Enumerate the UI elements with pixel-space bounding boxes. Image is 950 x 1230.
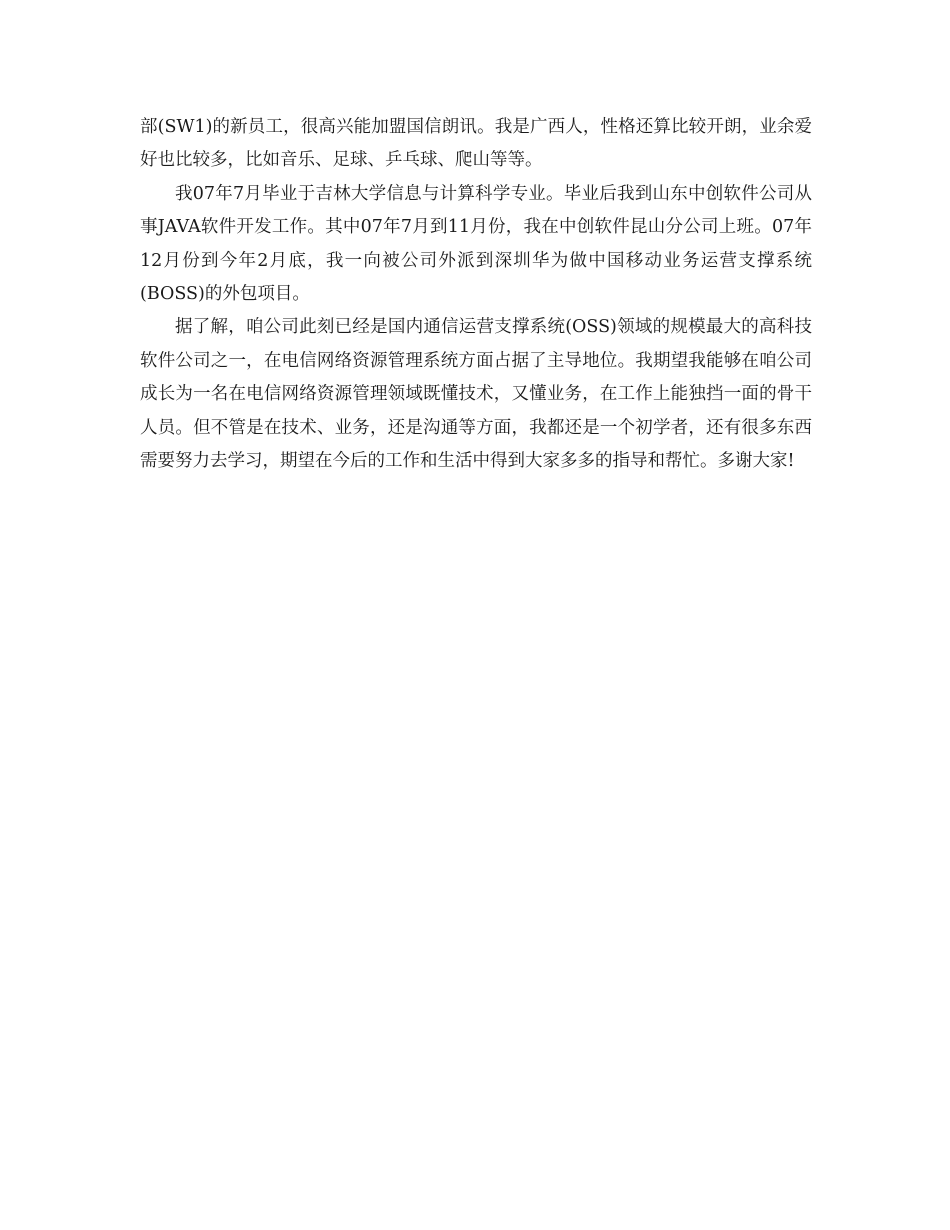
paragraph-continuation: 部(SW1)的新员工，很高兴能加盟国信朗讯。我是广西人，性格还算比较开朗，业余爱好也比较多，比如音乐、足球、乒乓球、爬山等等。	[140, 117, 812, 171]
paragraph-company-goals: 据了解，咱公司此刻已经是国内通信运营支撑系统(OSS)领域的规模最大的高科技软件公司之一，在电信网络资源管理系统方面占据了主导地位。我期望我能够在咱公司成长为一名在电信网络资源管理领域既懂技术，又懂业务，在工作上能独挡一面的骨干人员。但不管是在技术、业务，还是沟通等方面，我都还是一个初学者，还有很多东西需要努力去学习，期望在今后的工作和生活中得到大家多多的指导和帮忙。多谢大家!	[140, 317, 812, 472]
paragraph-education-work: 我07年7月毕业于吉林大学信息与计算科学专业。毕业后我到山东中创软件公司从事JAVA软件开发工作。其中07年7月到11月份，我在中创软件昆山分公司上班。07年12月份到今年2月底，我一向被公司外派到深圳华为做中国移动业务运营支撑系统(BOSS)的外包项目。	[140, 183, 812, 305]
document-body	[140, 111, 812, 478]
